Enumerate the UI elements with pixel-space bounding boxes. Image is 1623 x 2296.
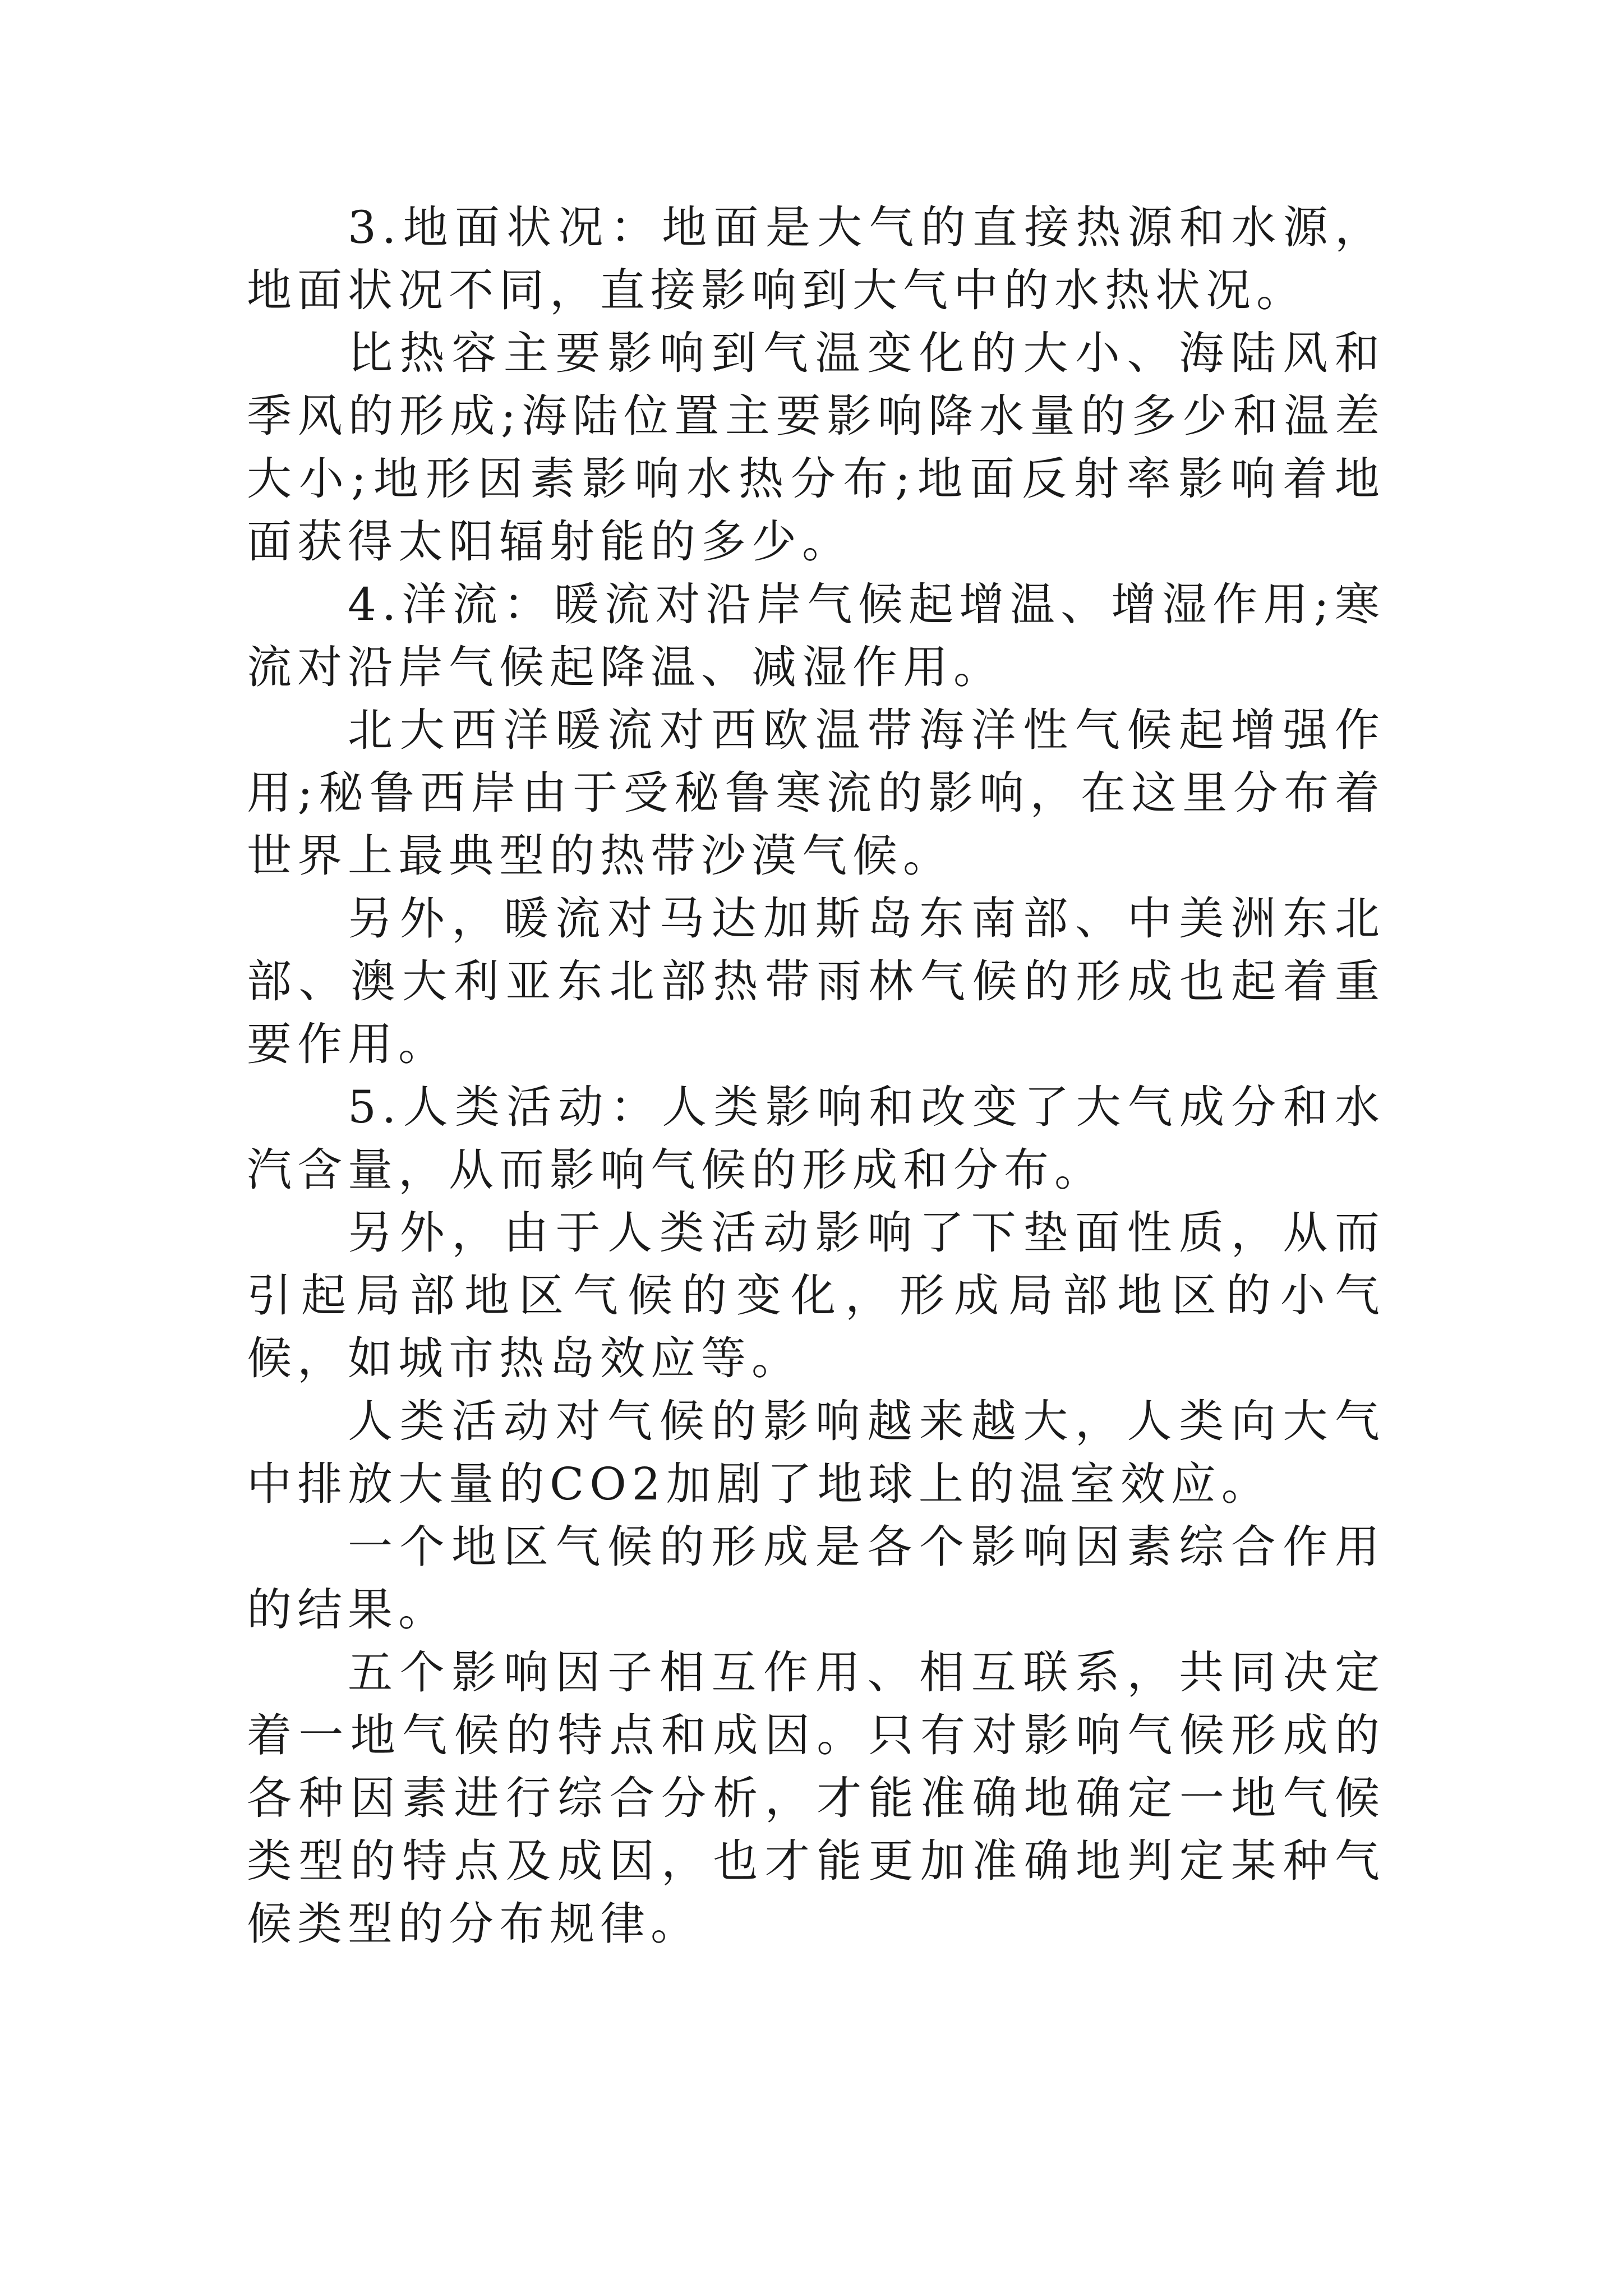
- paragraph-ocean-currents: 4.洋流：暖流对沿岸气候起增温、增湿作用;寒流对沿岸气候起降温、减湿作用。: [247, 578, 1385, 693]
- paragraph-north-atlantic: 北大西洋暖流对西欧温带海洋性气候起增强作用;秘鲁西岸由于受秘鲁寒流的影响，在这里分布着世界上最典型的热带沙漠气候。: [247, 704, 1385, 882]
- paragraph-specific-heat: 比热容主要影响到气温变化的大小、海陆风和季风的形成;海陆位置主要影响降水量的多少和温差大小;地形因素影响水热分布;地面反射率影响着地面获得太阳辐射能的多少。: [247, 327, 1385, 568]
- paragraph-ground-conditions: 3.地面状况：地面是大气的直接热源和水源，地面状况不同，直接影响到大气中的水热状况。: [247, 201, 1385, 316]
- paragraph-microclimate: 另外，由于人类活动影响了下垫面性质，从而引起局部地区气候的变化，形成局部地区的小气候，如城市热岛效应等。: [247, 1207, 1385, 1384]
- paragraph-combined-factors: 一个地区气候的形成是各个影响因素综合作用的结果。: [247, 1521, 1385, 1636]
- body-text: [247, 196, 1385, 1955]
- paragraph-conclusion: 五个影响因子相互作用、相互联系，共同决定着一地气候的特点和成因。只有对影响气候形成的各种因素进行综合分析，才能准确地确定一地气候类型的特点及成因，也才能更加准确地判定某种气候类型的分布规律。: [247, 1646, 1385, 1950]
- paragraph-greenhouse: 人类活动对气候的影响越来越大，人类向大气中排放大量的CO2加剧了地球上的温室效应。: [247, 1395, 1385, 1510]
- paragraph-warm-currents: 另外，暖流对马达加斯岛东南部、中美洲东北部、澳大利亚东北部热带雨林气候的形成也起着重要作用。: [247, 892, 1385, 1070]
- paragraph-human-activity: 5.人类活动：人类影响和改变了大气成分和水汽含量，从而影响气候的形成和分布。: [247, 1081, 1385, 1196]
